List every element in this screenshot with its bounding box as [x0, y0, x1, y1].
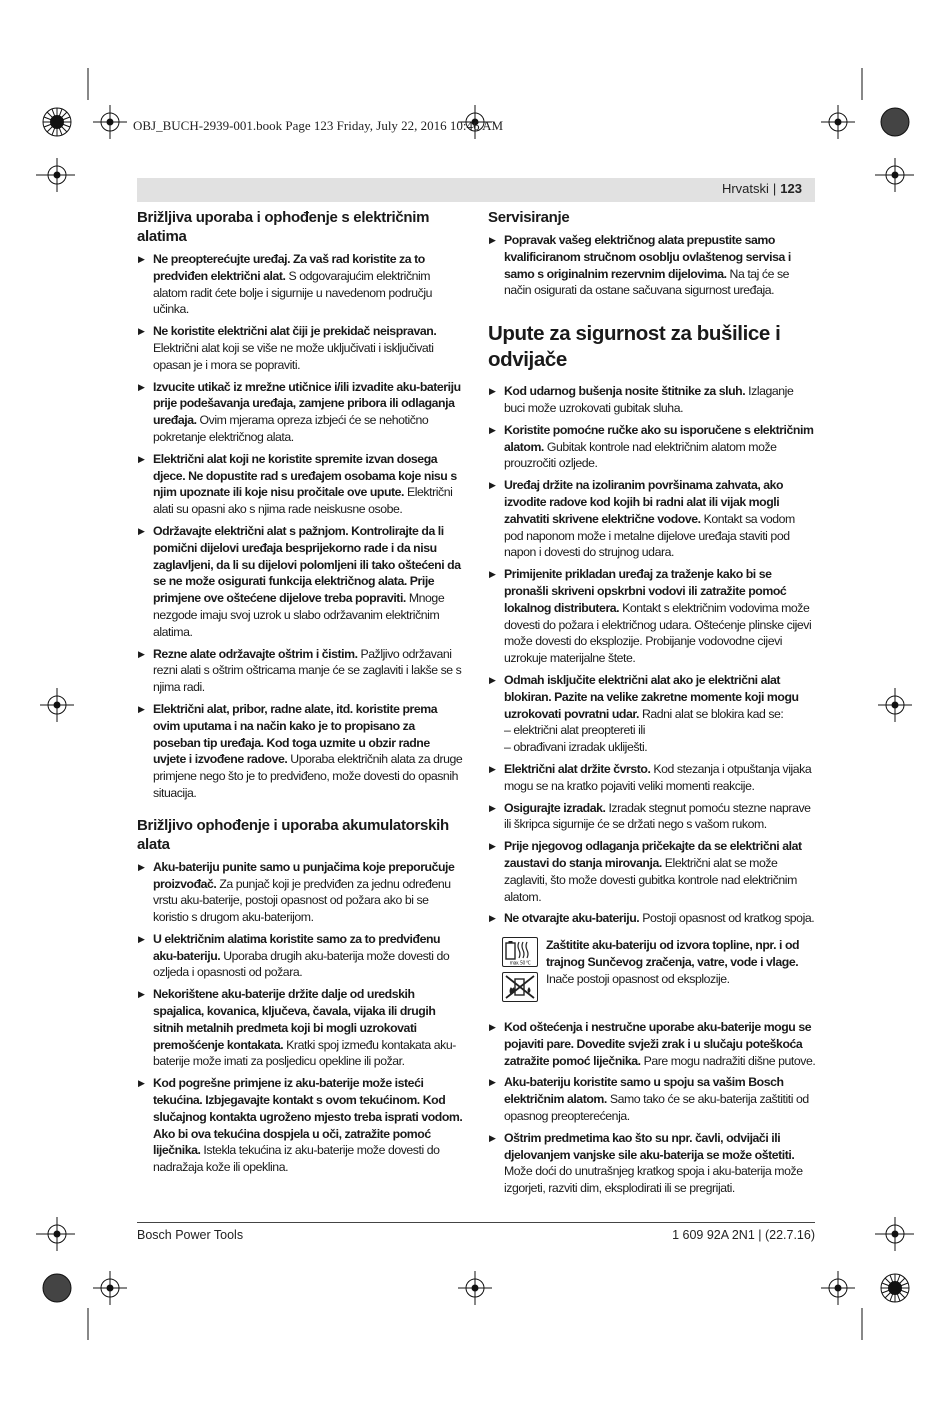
battery-heat-icon [502, 937, 538, 967]
left-column [137, 208, 463, 1181]
list-item: ▶ Ne preopterećujte uređaj. Za vaš rad koristite za to predviđen električni alat. S odgovarajućim električnim alatom radit ćete bolje i sigurnije u navedenom području učinka. [138, 252, 432, 317]
bullet-arrow-icon: ▶ [138, 648, 145, 659]
list-item: ▶ Primijenite prikladan uređaj za traženje kako bi se pronašli skriveni opskrbni vodovi ili zatražite pomoć lokalnog distributera. Kontakt s električnim vodovima može dovesti do požara i električnog udara. Oštećenje plinske cijevi može dovesti do eksplozije. Probijanje vodovodne cijevi uzrokuje materijalne štete. [489, 567, 812, 666]
list-item: ▶ Kod oštećenja i nestručne uporabe aku-baterije mogu se pojaviti pare. Dovedite svježi zrak i u slučaju poteškoća zatražite pomoć liječnika. Pare mogu nadražiti dišne putove. [489, 1020, 816, 1068]
bullet-arrow-icon: ▶ [489, 1022, 496, 1033]
bullet-arrow-icon: ▶ [138, 381, 145, 392]
icon-temperature-label: max. 50 °C [509, 960, 531, 967]
list-item: ▶ Koristite pomoćne ručke ako su isporučene s električnim alatom. Gubitak kontrole nad električnim alatom može prouzročiti ozljede. [489, 422, 814, 471]
list-item: ▶ Aku-bateriju koristite samo u spoju sa vašim Bosch električnim alatom. Samo tako će se aku-baterija zaštititi od opasnog preopterećenja. [489, 1075, 809, 1124]
bullet-arrow-icon: ▶ [489, 913, 496, 924]
bullet-arrow-icon: ▶ [138, 703, 145, 714]
list-item: ▶ Prije njegovog odlaganja pričekajte da se električni alat zaustavi do stanja mirovanja. Električni alat se može zaglaviti, što može dovesti gubitka kontrole nad električnim alatom. [489, 839, 802, 904]
list-item: ▶ Električni alat, pribor, radne alate, itd. koristite prema ovim uputama i na način kako je to propisano za poseban tip uređaja. Kod toga uzmite u obzir radne uvjete i izvođene radove. Uporaba električnih alata za druge primjene nego što je to predviđeno, može dovesti do opasnih situacija. [138, 701, 463, 800]
bullet-arrow-icon: ▶ [489, 1132, 496, 1143]
section-title: Brižljivo ophođenje i uporaba akumulatorskih alata [137, 816, 449, 853]
footer-document-code: 1 609 92A 2N1 | (22.7.16) [672, 1228, 815, 1242]
list-item: ▶ Kod udarnog bušenja nosite štitnike za sluh. Izlaganje buci može uzrokovati gubitak sluha. [489, 384, 794, 415]
dash-line: – električni alat preoptereti ili [504, 723, 645, 738]
dash-line: – obrađivani izradak ukliješti. [504, 740, 648, 755]
header-separator: | [772, 181, 777, 196]
bullet-arrow-icon: ▶ [138, 989, 145, 1000]
list-item: ▶ Uređaj držite na izoliranim površinama zahvata, ako izvodite radove kod kojih bi radni alat ili vijak mogli zahvatiti skrivene električne vodove. Kontakt sa vodom pod naponom može i metalne dijelove uređaja staviti pod napon i dovesti do strujnog udara. [489, 478, 795, 560]
list-item: ▶ Kod pogrešne primjene iz aku-baterije može isteći tekućina. Izbjegavajte kontakt s ovom tekućinom. Kod slučajnog kontakta ugroženo mjesto treba isprati vodom. Ako bi ova tekućina dospjela u oči, zatražite pomoć liječnika. Istekla tekućina iz aku-baterije može dovesti do nadražaja kože ili opeklina. [138, 1076, 463, 1175]
warning-block [488, 937, 816, 1007]
bullet-arrow-icon: ▶ [489, 235, 496, 245]
list-item: ▶ Odmah isključite električni alat ako je električni alat blokiran. Pazite na velike zakretne momente koji mogu uzrokovati povratni udar. Radni alat se blokira kad se: – električni alat preoptereti ili – obrađivani izradak ukliješti. [488, 672, 816, 756]
list-item: ▶ Rezne alate održavajte oštrim i čistim. Pažljivo održavani rezni alati s oštrim oštricama manje će se zaglaviti i lakše se s njima radi. [138, 646, 462, 695]
warning-bold: Zaštitite aku-bateriju od izvora topline, npr. i od trajnog Sunčevog zračenja, vatre, vode i vlage. [546, 938, 800, 969]
list-item: ▶ Ne koristite električni alat čiji je prekidač neispravan. Električni alat koji se više ne može uključivati i isključivati opasan je i mora se popraviti. [138, 324, 437, 372]
bullet-arrow-icon: ▶ [489, 802, 496, 813]
list-item: ▶ Električni alat koji ne koristite spremite izvan dosega djece. Ne dopustite rad s uređajem osobama koje nisu s njim upoznate ili koje nisu pročitale ove upute. Električni alati su opasni ako s njima rade neiskusne osobe. [138, 451, 457, 517]
bullet-arrow-icon: ▶ [138, 254, 145, 264]
running-header [722, 181, 802, 196]
list-item: ▶ Nekorištene aku-baterije držite dalje od uredskih spajalica, kovanica, ključeva, čavala, vijaka ili drugih sitnih metalnih predmeta koji bi mogli uzrokovati premošćenje kontakata. Kratki spoj između kontakata aku-baterije može imati za posljedicu opekline ili požar. [138, 987, 456, 1069]
bullet-arrow-icon: ▶ [489, 480, 496, 491]
list-item: ▶ Aku-bateriju punite samo u punjačima koje preporučuje proizvođač. Za punjač koji je predviđen za jednu određenu vrstu aku-baterije, postoji opasnost od požara ako bi se koristio s drugom aku-baterijom. [138, 859, 455, 925]
bullet-arrow-icon: ▶ [138, 861, 145, 872]
list-item: ▶ Popravak vašeg električnog alata prepustite samo kvalificiranom stručnom osoblju ovlaštenog servisa i samo s originalnim rezervnim dijelovima. Na taj će se način osigurati da ostane sačuvana sigurnost uređaja. [489, 233, 791, 298]
header-bar [137, 178, 815, 202]
footer-publisher: Bosch Power Tools [137, 1228, 244, 1242]
list-item: ▶ Osigurajte izradak. Izradak stegnut pomoću stezne naprave ili škripca sigurnije će se držati nego s vašom rukom. [489, 800, 811, 832]
bullet-arrow-icon: ▶ [489, 424, 496, 435]
bullet-arrow-icon: ▶ [489, 841, 496, 852]
section-1-list [137, 251, 463, 802]
list-item: ▶ Izvucite utikač iz mrežne utičnice i/ili izvadite aku-bateriju prije podešavanja uređaja, zamjene pribora ili odlaganja uređaja. Ovim mjerama opreza izbjeći će se nehotično pokretanje električnog alata. [138, 379, 461, 444]
footer-rule [137, 1222, 815, 1223]
bullet-arrow-icon: ▶ [138, 1078, 145, 1089]
section-title-large: Upute za sigurnost za bušilice i odvijače [488, 322, 781, 372]
bullet-arrow-icon: ▶ [138, 525, 145, 536]
section-title: Servisiranje [488, 209, 570, 226]
bullet-arrow-icon: ▶ [489, 1077, 496, 1088]
warning-text: Inače postoji opasnost od eksplozije. [546, 971, 730, 986]
right-column [488, 208, 816, 1202]
list-item: ▶ Održavajte električni alat s pažnjom. Kontrolirajte da li pomični dijelovi uređaja besprijekorno rade i da nisu zaglavljeni, da li su dijelovi polomljeni ili tako oštećeni da se ne može osigurati funkcija električnog alata. Prije primjene ove oštećene dijelove treba popraviti. Mnoge nezgode imaju svoj uzrok u slabo održavanim električnim alatima. [138, 523, 461, 639]
bullet-arrow-icon: ▶ [489, 674, 496, 685]
header-language: Hrvatski [721, 181, 769, 196]
bullet-arrow-icon: ▶ [489, 569, 496, 580]
battery-no-fire-water-icon [502, 972, 538, 1002]
list-item: ▶ Ne otvarajte aku-bateriju. Postoji opasnost od kratkog spoja. [489, 911, 815, 926]
section-title: Brižljiva uporaba i ophođenje s električnim alatima [137, 209, 430, 245]
section-4-list-continued [488, 1019, 816, 1197]
page-number: 123 [780, 181, 802, 196]
bullet-arrow-icon: ▶ [138, 326, 145, 337]
section-4-list [488, 383, 816, 927]
list-item: ▶ U električnim alatima koristite samo za to predviđenu aku-bateriju. Uporaba drugih aku-baterija može dovesti do ozljeda i opasnosti od požara. [138, 931, 450, 980]
bullet-arrow-icon: ▶ [138, 453, 145, 464]
section-2-list [137, 859, 463, 1176]
list-item: ▶ Električni alat držite čvrsto. Kod stezanja i otpuštanja vijaka mogu se na kratko pojaviti veliki momenti reakcije. [489, 761, 812, 793]
book-line: OBJ_BUCH-2939-001.book Page 123 Friday, July 22, 2016 10:46 AM [133, 118, 504, 133]
bullet-arrow-icon: ▶ [138, 933, 145, 944]
bullet-arrow-icon: ▶ [489, 763, 496, 774]
list-item: ▶ Oštrim predmetima kao što su npr. čavli, odvijači ili djelovanjem vanjske sile aku-baterija se može oštetiti. Može doći do unutrašnjeg kratkog spoja i aku-baterija može izgorjeti, razviti dim, eksplodirati ili se pregrijati. [489, 1130, 803, 1196]
bullet-arrow-icon: ▶ [489, 386, 496, 397]
